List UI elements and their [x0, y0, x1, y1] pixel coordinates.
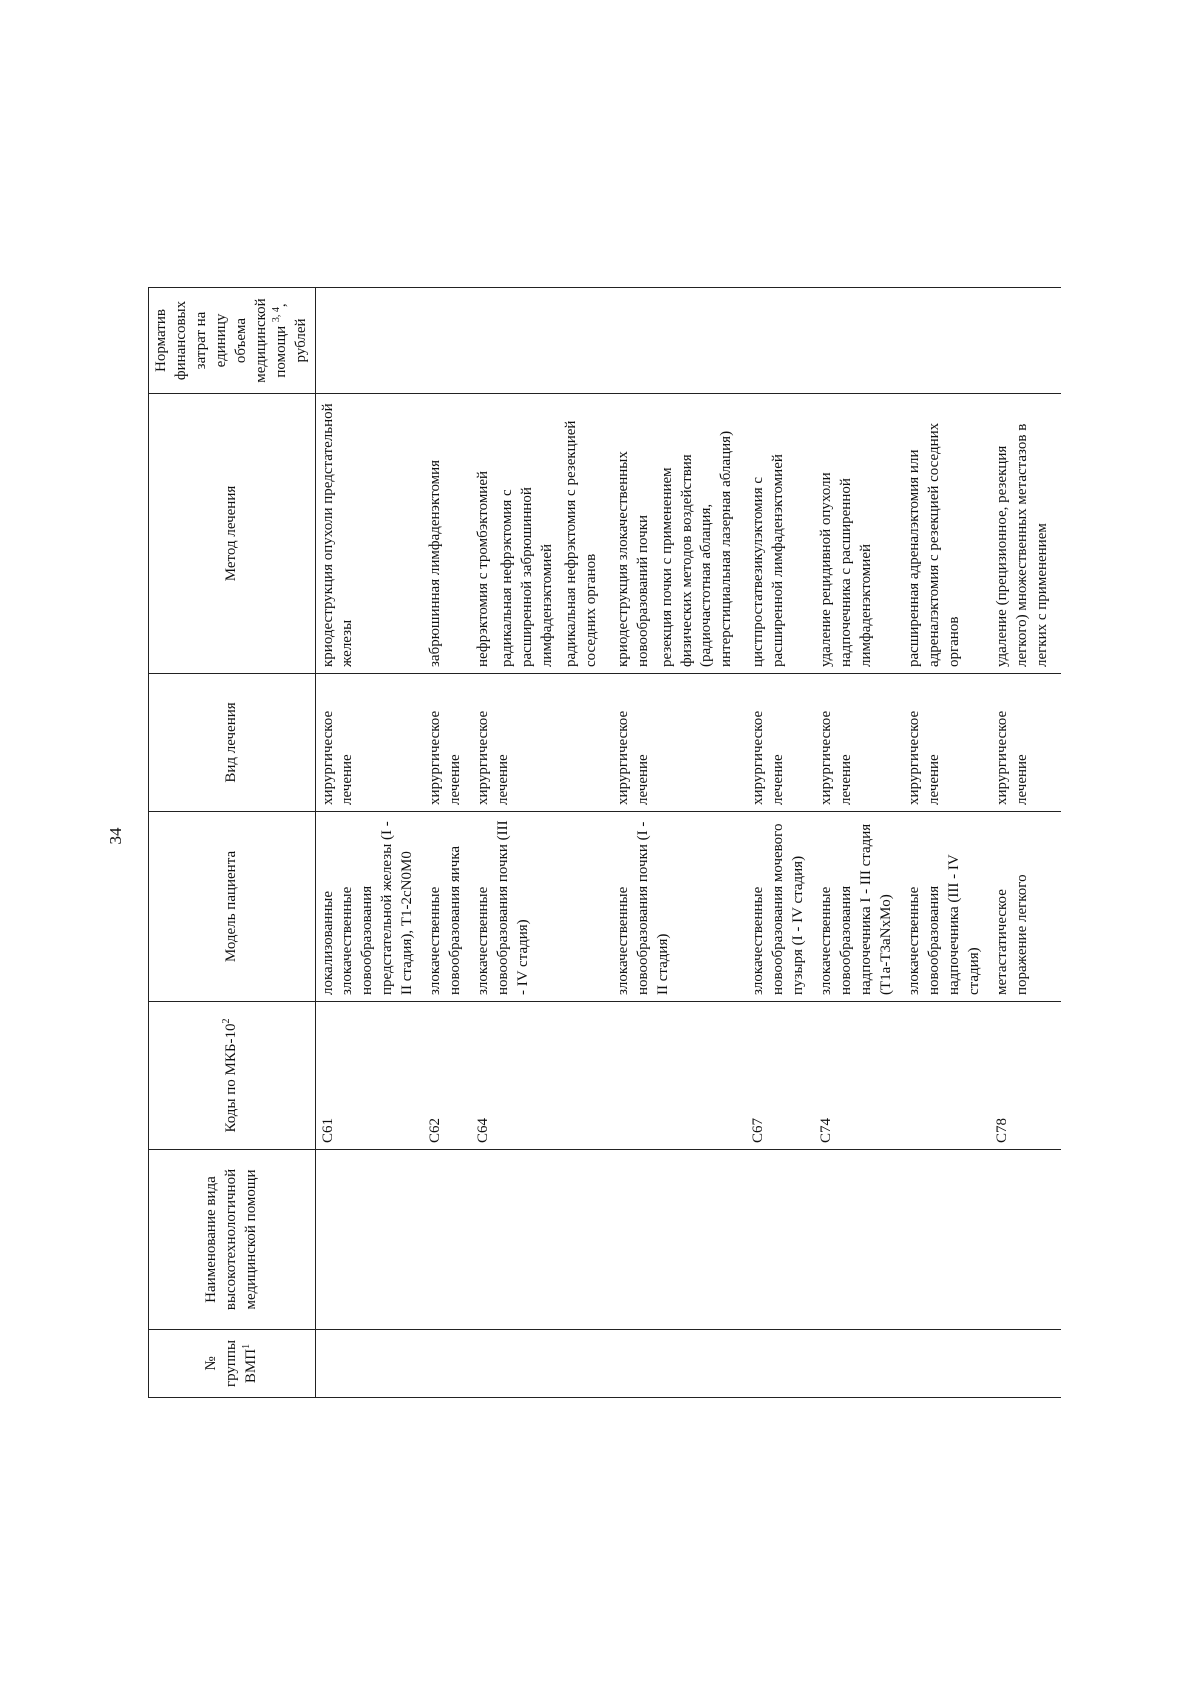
cell-vmp-name	[315, 1150, 423, 1330]
cell-group-no	[611, 1330, 747, 1398]
cell-treatment-method	[902, 394, 990, 674]
table-row	[814, 58, 902, 1398]
method-item: радикальная нефрэктомия с резекцией соседних органов	[562, 420, 599, 667]
cell-treatment-type: хирургическое лечение	[990, 674, 1062, 812]
header-vmp-name: Наименование вида высокотехнологичной медицинской помощи	[149, 1150, 316, 1330]
rotated-table-container	[148, 58, 1200, 1398]
cell-group-no	[423, 1330, 471, 1398]
cell-vmp-name	[990, 1150, 1062, 1330]
cell-cost-norm	[990, 288, 1062, 394]
method-item: цистпростатвезикулэктомия с расширенной лимфаденэктомией	[750, 454, 787, 667]
cell-cost-norm	[611, 288, 747, 394]
cell-treatment-type: хирургическое лечение	[423, 674, 471, 812]
cell-treatment-method	[611, 394, 747, 674]
header-mkb-codes: Коды по МКБ-$10^2$	[149, 1002, 316, 1150]
table-row	[471, 58, 611, 1398]
header-group-no: № группы ВМП$^1$	[149, 1330, 316, 1398]
cell-group-no	[746, 1330, 814, 1398]
cell-patient-model: злокачественные новообразования надпочечника I - III стадия (T1a-T3aNxMo)	[814, 812, 902, 1002]
header-treatment-type: Вид лечения	[149, 674, 316, 812]
cell-cost-norm	[902, 288, 990, 394]
cell-cost-norm	[315, 288, 423, 394]
cell-mkb-code: C67	[746, 1002, 814, 1150]
cell-vmp-name	[814, 1150, 902, 1330]
cell-treatment-method	[990, 394, 1062, 674]
cell-patient-model: злокачественные новообразования почки (III - IV стадия)	[471, 812, 611, 1002]
cell-vmp-name	[471, 1150, 611, 1330]
cell-vmp-name	[611, 1150, 747, 1330]
header-treatment-method: Метод лечения	[149, 394, 316, 674]
method-item: нефрэктомия с тромбэктомией	[475, 470, 492, 667]
cell-vmp-name	[746, 1150, 814, 1330]
method-item: криодеструкция злокачественных новообразований почки	[614, 451, 651, 667]
cell-treatment-type: хирургическое лечение	[315, 674, 423, 812]
cell-cost-norm	[423, 288, 471, 394]
method-item: резекция почки с применением физических методов воздействия (радиочастотная аблация, интерстициальная лазерная аблация)	[658, 430, 735, 667]
cell-group-no	[990, 1330, 1062, 1398]
cell-treatment-type: хирургическое лечение	[814, 674, 902, 812]
cell-treatment-type: хирургическое лечение	[471, 674, 611, 812]
cell-cost-norm	[471, 288, 611, 394]
table-row	[611, 58, 747, 1398]
header-patient-model: Модель пациента	[149, 812, 316, 1002]
cell-treatment-method	[471, 394, 611, 674]
method-item: радикальная нефрэктомия с расширенной забрюшинной лимфаденэктомией	[499, 487, 555, 667]
cell-treatment-method	[423, 394, 471, 674]
cell-group-no	[471, 1330, 611, 1398]
cell-patient-model: метастатическое поражение легкого	[990, 812, 1062, 1002]
cell-cost-norm	[746, 288, 814, 394]
cell-vmp-name	[423, 1150, 471, 1330]
method-item: криодеструкция опухоли предстательной железы	[319, 403, 356, 667]
cell-mkb-code	[611, 1002, 747, 1150]
table-row	[423, 58, 471, 1398]
cell-treatment-method	[814, 394, 902, 674]
cell-treatment-method	[315, 394, 423, 674]
cell-mkb-code: C61	[315, 1002, 423, 1150]
cell-patient-model: локализованные злокачественные новообразования предстательной железы (I - II стадия), T1-2cN0M0	[315, 812, 423, 1002]
cell-mkb-code: C62	[423, 1002, 471, 1150]
table-row	[746, 58, 814, 1398]
method-item: удаление (прецизионное, резекция легкого) множественных метастазов в легких с применением	[993, 423, 1050, 667]
cell-mkb-code	[902, 1002, 990, 1150]
cell-patient-model: злокачественные новообразования надпочечника (III - IV стадия)	[902, 812, 990, 1002]
cell-group-no	[814, 1330, 902, 1398]
table-row	[315, 58, 423, 1398]
cell-treatment-type: хирургическое лечение	[902, 674, 990, 812]
page-number: 34	[106, 827, 125, 845]
method-item: забрюшинная лимфаденэктомия	[427, 459, 444, 667]
cell-vmp-name	[902, 1150, 990, 1330]
cell-mkb-code: C78	[990, 1002, 1062, 1150]
cell-group-no	[315, 1330, 423, 1398]
cell-treatment-type: хирургическое лечение	[746, 674, 814, 812]
table-header-row	[149, 58, 316, 1398]
empty-cell	[149, 58, 316, 288]
cell-treatment-type: хирургическое лечение	[611, 674, 747, 812]
vmp-table	[148, 57, 1061, 1398]
cell-patient-model: злокачественные новообразования мочевого пузыря (I - IV стадия)	[746, 812, 814, 1002]
cell-mkb-code: C74	[814, 1002, 902, 1150]
cell-treatment-method	[746, 394, 814, 674]
cell-patient-model: злокачественные новообразования яичка	[423, 812, 471, 1002]
method-item: расширенная адреналэктомия или адреналэктомия с резекцией соседних органов	[905, 422, 962, 667]
header-cost-norm: Норматив финансовых затрат на единицу объема медицинской помощи $^{3, 4}$, рублей	[149, 288, 316, 394]
cell-group-no	[902, 1330, 990, 1398]
cell-mkb-code: C64	[471, 1002, 611, 1150]
table-row	[990, 58, 1062, 1398]
method-item: удаление рецидивной опухоли надпочечника с расширенной лимфаденэктомией	[818, 472, 874, 667]
cell-patient-model: злокачественные новообразования почки (I - II стадия)	[611, 812, 747, 1002]
cell-cost-norm	[814, 288, 902, 394]
table-row	[902, 58, 990, 1398]
